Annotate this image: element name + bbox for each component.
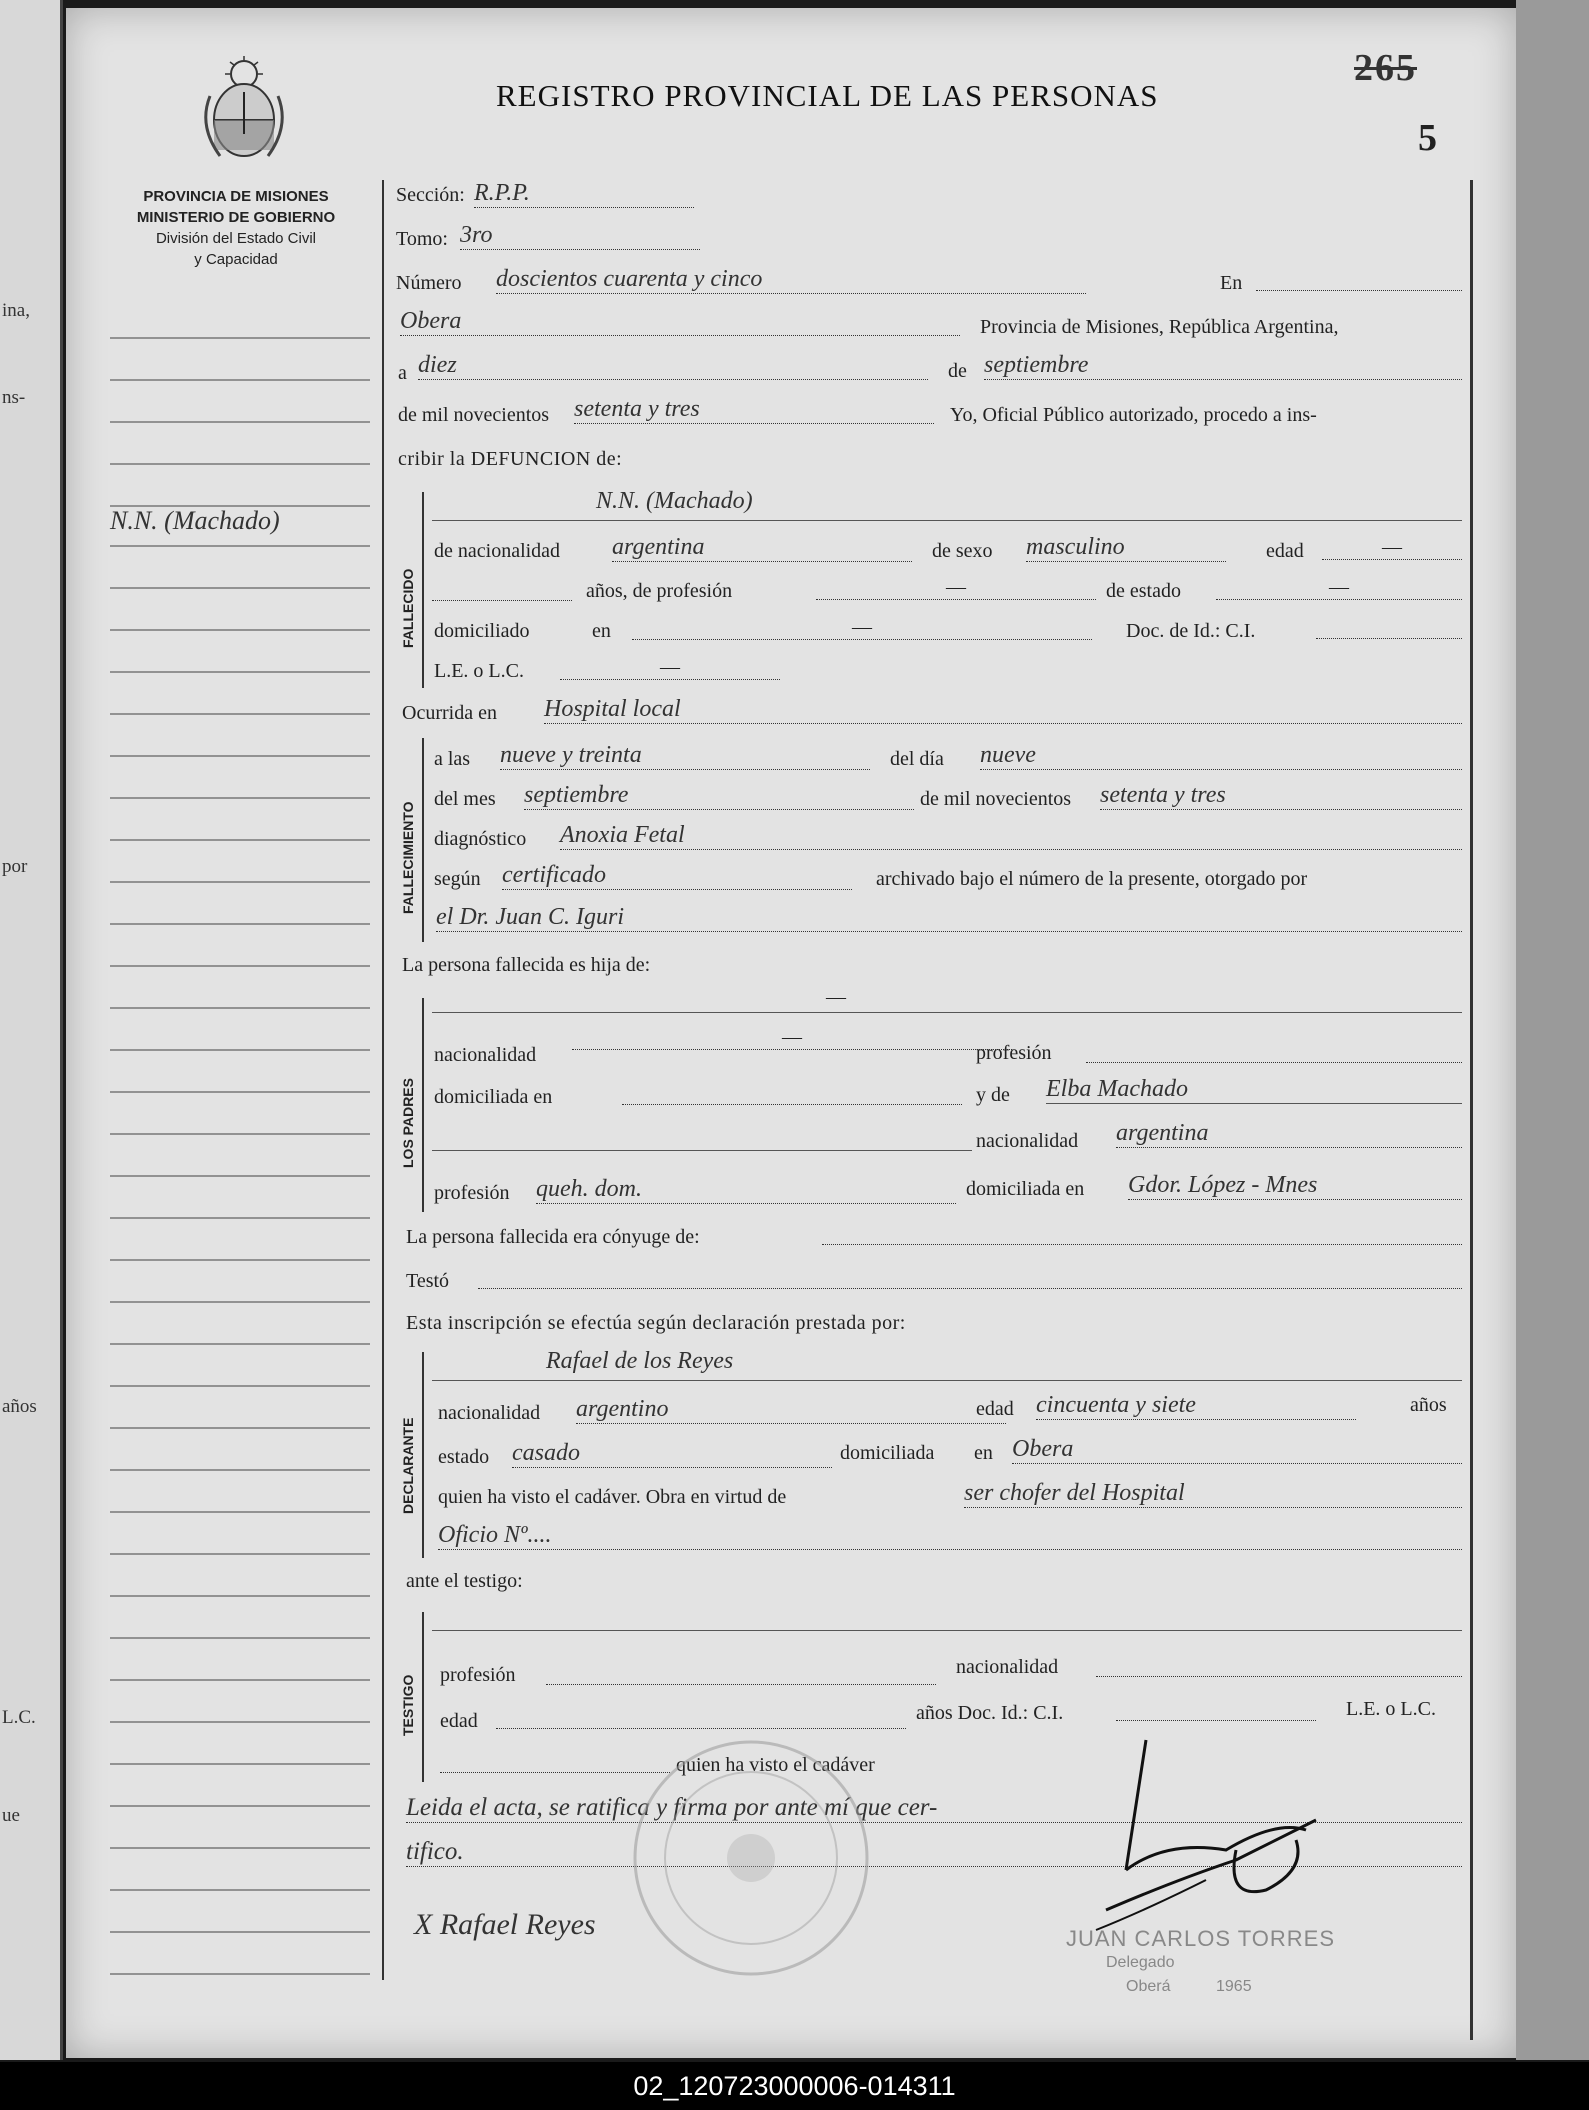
nacionalidad-value: argentina <box>612 534 912 562</box>
madre-domicilio-value: Gdor. López - Mnes <box>1128 1172 1462 1200</box>
folio-number-crossed: 265 <box>1354 47 1417 89</box>
de-label: de <box>948 360 967 382</box>
left-page-edge <box>0 0 63 2060</box>
testigo-profesion-label: profesión <box>440 1664 516 1686</box>
seccion-value: R.P.P. <box>474 180 694 208</box>
official-signature-icon <box>1086 1730 1386 1950</box>
seccion-label: Sección: <box>396 184 465 206</box>
margin-lines <box>110 328 378 1978</box>
declarante-en-label: en <box>974 1442 993 1464</box>
archivado-text: archivado bajo el número de la presente, otorgado por <box>876 868 1308 890</box>
tomo-value: 3ro <box>460 222 700 250</box>
declarante-estado-value: casado <box>512 1440 832 1468</box>
padre-domicilio-label: domiciliada en <box>434 1086 553 1108</box>
padres-intro: La persona fallecida es hija de: <box>402 954 651 976</box>
numero-value: doscientos cuarenta y cinco <box>496 266 1086 294</box>
left-fragment: años <box>2 1396 37 1417</box>
authority-ministry: MINISTERIO DE GOBIERNO <box>136 209 336 226</box>
declarante-domicilio-value: Obera <box>1012 1436 1462 1464</box>
y-de-label: y de <box>976 1084 1010 1106</box>
declarante-nacionalidad-label: nacionalidad <box>438 1402 541 1424</box>
padres-section-label: LOS PADRES <box>400 1078 416 1168</box>
madre-nacionalidad-label: nacionalidad <box>976 1130 1079 1152</box>
declarante-signature: X Rafael Reyes <box>414 1908 596 1941</box>
provincia-text: Provincia de Misiones, República Argentina, <box>980 316 1339 338</box>
anios-profesion-label: años, de profesión <box>586 580 733 602</box>
edad-value: — <box>1322 536 1462 560</box>
stamp-place: Oberá <box>1126 1978 1171 1995</box>
dia-value: diez <box>418 352 928 380</box>
segun-value: certificado <box>502 862 852 890</box>
declarante-name-line <box>432 1380 1462 1381</box>
anio-value: setenta y tres <box>574 396 934 424</box>
doc-id-label: Doc. de Id.: C.I. <box>1126 620 1256 642</box>
declarante-name: Rafael de los Reyes <box>546 1348 734 1374</box>
anios-blank <box>432 600 572 601</box>
estado-value: — <box>1216 576 1462 600</box>
mil-fallecimiento-label: de mil novecientos <box>920 788 1072 810</box>
numero-label: Número <box>396 272 462 294</box>
ocurrida-value: Hospital local <box>544 696 1462 724</box>
testigo-section-label: TESTIGO <box>400 1674 416 1736</box>
domiciliado-en-label: en <box>592 620 611 642</box>
diagnostico-value: Anoxia Fetal <box>560 822 1462 850</box>
image-id-footer: 02_120723000006-014311 <box>0 2062 1589 2110</box>
conyuge-label: La persona fallecida era cónyuge de: <box>406 1226 700 1248</box>
declarante-edad-label: edad <box>976 1398 1014 1420</box>
left-fragment: ina, <box>2 300 30 321</box>
dia-fallecimiento-value: nueve <box>980 742 1462 770</box>
stamp-year: 1965 <box>1216 1978 1252 1995</box>
declarante-obra-value: ser chofer del Hospital <box>964 1480 1462 1508</box>
ocurrida-label: Ocurrida en <box>402 702 497 724</box>
testigo-visto-label: quien ha visto el cadáver <box>676 1754 875 1776</box>
fallecido-section-label: FALLECIDO <box>400 568 416 648</box>
madre-domicilio-label: domiciliada en <box>966 1178 1085 1200</box>
mes-fallecimiento-value: septiembre <box>524 782 914 810</box>
doc-id-blank <box>1316 638 1462 639</box>
padre-profesion-label: profesión <box>976 1042 1052 1064</box>
page-stack-edge <box>1516 0 1589 2060</box>
declarante-domiciliada-label: domiciliada <box>840 1442 935 1464</box>
coat-of-arms-icon <box>194 56 294 164</box>
closing-line1: Leida el acta, se ratifica y firma por ante mí que cer- <box>406 1794 1462 1823</box>
testigo-doc-label: años Doc. Id.: C.I. <box>916 1702 1064 1724</box>
diagnostico-label: diagnóstico <box>434 828 527 850</box>
declarante-visto-label: quien ha visto el cadáver. Obra en virtud de <box>438 1486 787 1508</box>
fallecido-name: N.N. (Machado) <box>596 488 753 514</box>
domiciliado-label: domiciliado <box>434 620 530 642</box>
testigo-doc-blank <box>1116 1720 1316 1721</box>
le-lc-label: L.E. o L.C. <box>434 660 524 682</box>
del-dia-label: del día <box>890 748 944 770</box>
sexo-label: de sexo <box>932 540 993 562</box>
authority-block <box>106 186 366 270</box>
padres-bracket <box>422 998 424 1212</box>
padres-blank-line <box>432 1150 972 1151</box>
official-seal-icon <box>626 1728 876 1988</box>
mil-label: de mil novecientos <box>398 404 550 426</box>
edad-label: edad <box>1266 540 1304 562</box>
mes-value: septiembre <box>984 352 1462 380</box>
padre-nacionalidad-value: — <box>572 1026 1012 1050</box>
del-mes-label: del mes <box>434 788 496 810</box>
anio-fallecimiento-value: setenta y tres <box>1100 782 1462 810</box>
estado-label: de estado <box>1106 580 1181 602</box>
en-blank <box>1256 290 1462 291</box>
page-number: 5 <box>1418 117 1437 159</box>
madre-nacionalidad-value: argentina <box>1116 1120 1462 1148</box>
lugar-value: Obera <box>400 308 960 336</box>
declarante-oficio-value: Oficio Nº.... <box>438 1522 1462 1550</box>
segun-label: según <box>434 868 481 890</box>
fallecimiento-bracket <box>422 738 424 942</box>
padre-nacionalidad-label: nacionalidad <box>434 1044 537 1066</box>
declarante-section-label: DECLARANTE <box>400 1417 416 1514</box>
padre-profesion-blank <box>1086 1062 1462 1063</box>
stamp-name: JUAN CARLOS TORRES <box>1066 1926 1336 1951</box>
en-label: En <box>1220 272 1243 294</box>
authority-capacity: y Capacidad <box>194 251 278 268</box>
padre-name-line <box>432 1012 1462 1013</box>
testigo-nacionalidad-blank <box>1096 1676 1462 1677</box>
register-page <box>66 8 1516 2058</box>
testigo-le-label: L.E. o L.C. <box>1346 1698 1436 1720</box>
left-fragment: ns- <box>2 387 26 408</box>
padre-domicilio-blank <box>622 1104 962 1105</box>
testigo-nacionalidad-label: nacionalidad <box>956 1656 1059 1678</box>
a-label: a <box>398 362 407 384</box>
madre-name: Elba Machado <box>1046 1076 1462 1104</box>
authority-division: División del Estado Civil <box>155 230 317 247</box>
page-title: REGISTRO PROVINCIAL DE LAS PERSONAS <box>496 78 1159 113</box>
page-right-border <box>1470 180 1473 2040</box>
madre-profesion-value: queh. dom. <box>536 1176 956 1204</box>
left-fragment: ue <box>2 1805 20 1826</box>
sexo-value: masculino <box>1026 534 1226 562</box>
padre-value: — <box>826 986 846 1008</box>
declarante-estado-label: estado <box>438 1446 490 1468</box>
testo-label: Testó <box>406 1270 450 1292</box>
profesion-value: — <box>816 576 1096 600</box>
domicilio-value: — <box>632 616 1092 640</box>
conyuge-blank <box>822 1244 1462 1245</box>
column-divider <box>382 180 384 1980</box>
le-lc-value: — <box>560 656 780 680</box>
medico-value: el Dr. Juan C. Iguri <box>436 904 1462 932</box>
declarante-edad-value: cincuenta y siete <box>1036 1392 1356 1420</box>
testo-blank <box>478 1288 1462 1289</box>
testigo-bracket <box>422 1612 424 1782</box>
authority-province: PROVINCIA DE MISIONES <box>143 188 329 205</box>
declarante-bracket <box>422 1352 424 1558</box>
stamp-role: Delegado <box>1106 1954 1175 1971</box>
fallecido-name-line <box>432 520 1462 521</box>
nacionalidad-label: de nacionalidad <box>434 540 561 562</box>
oficial-text: Yo, Oficial Público autorizado, procedo a ins- <box>950 404 1317 426</box>
testigo-name-line <box>432 1630 1462 1631</box>
madre-profesion-label: profesión <box>434 1182 510 1204</box>
left-fragment: L.C. <box>2 1707 36 1728</box>
ante-testigo-label: ante el testigo: <box>406 1570 523 1592</box>
margin-note: N.N. (Machado) <box>110 506 280 535</box>
declarante-nacionalidad-value: argentino <box>576 1396 1006 1424</box>
testigo-profesion-blank <box>546 1684 936 1685</box>
cribir-text: cribir la DEFUNCION de: <box>398 448 623 470</box>
declarante-anios-label: años <box>1410 1394 1447 1416</box>
declaracion-text: Esta inscripción se efectúa según declaración prestada por: <box>406 1312 906 1334</box>
hora-value: nueve y treinta <box>500 742 870 770</box>
a-las-label: a las <box>434 748 471 770</box>
closing-line2: tifico. <box>406 1838 1462 1867</box>
tomo-label: Tomo: <box>396 228 448 250</box>
fallecido-bracket <box>422 492 424 688</box>
fallecimiento-section-label: FALLECIMIENTO <box>400 801 416 914</box>
left-fragment: por <box>2 856 28 877</box>
testigo-edad-label: edad <box>440 1710 478 1732</box>
